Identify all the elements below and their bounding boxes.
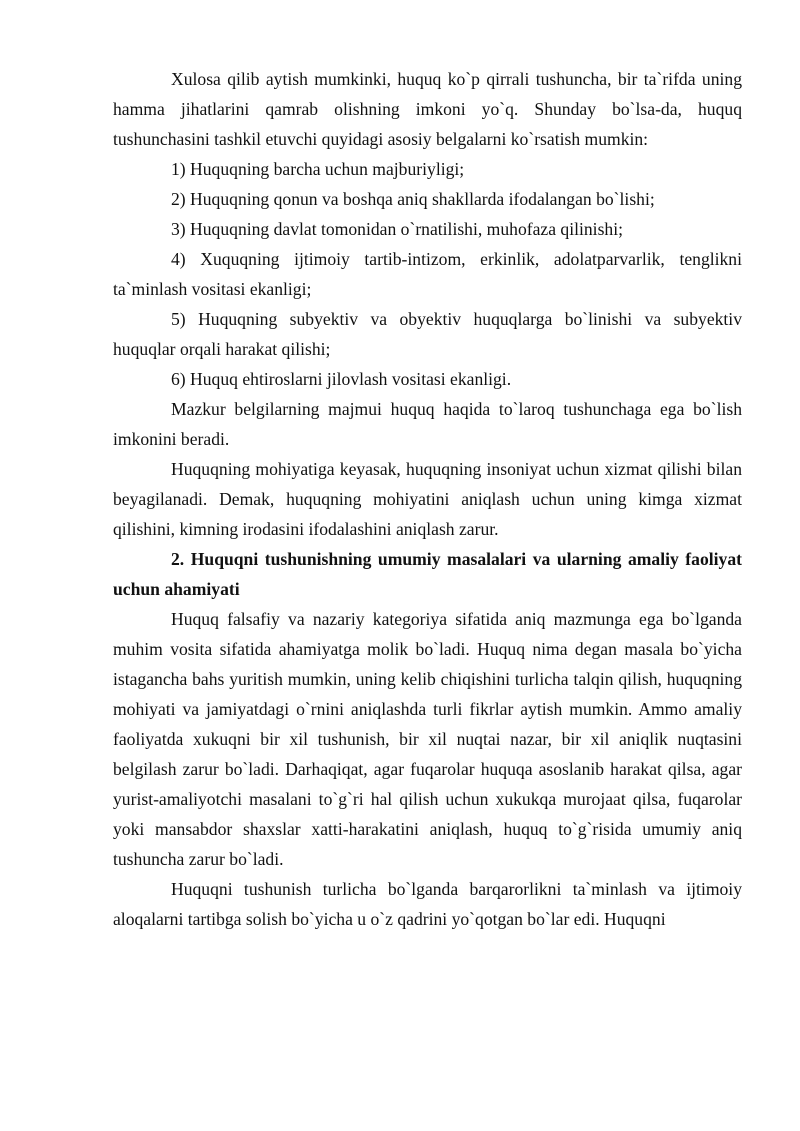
list-item-2: 2) Huquqning qonun va boshqa aniq shakllarda ifodalangan bo`lishi; [171,189,655,209]
paragraph-essence: Huquqning mohiyatiga keyasak, huquqning insoniyat uchun xizmat qilishi bilan beyagilanadi. Demak, huquqning mohiyatini aniqlash uchun uning kimga xizmat qilishini, kimning irodasini ifodalashini aniqlash zarur. [113,459,742,539]
list-item-1: 1) Huquqning barcha uchun majburiyligi; [171,159,465,179]
list-item-6: 6) Huquq ehtiroslarni jilovlash vositasi ekanligi. [171,369,512,389]
list-item-5: 5) Huquqning subyektiv va obyektiv huquqlarga bo`linishi va subyektiv huquqlar orqali harakat qilishi; [113,309,742,359]
list-item-4: 4) Xuquqning ijtimoiy tartib-intizom, erkinlik, adolatparvarlik, tenglikni ta`minlash vositasi ekanligi; [113,249,742,299]
paragraph-summary: Mazkur belgilarning majmui huquq haqida to`laroq tushunchaga ega bo`lish imkonini beradi. [113,399,742,449]
section-heading: 2. Huquqni tushunishning umumiy masalalari va ularning amaliy faoliyat uchun ahamiyati [113,549,742,599]
document-page [113,64,742,934]
paragraph-continued: Huquqni tushunish turlicha bo`lganda barqarorlikni ta`minlash va ijtimoiy aloqalarni tartibga solish bo`yicha u o`z qadrini yo`qotgan bo`lar edi. Huquqni [113,879,742,929]
paragraph-intro: Xulosa qilib aytish mumkinki, huquq ko`p qirrali tushuncha, bir ta`rifda uning hamma jihatlarini qamrab olishning imkoni yo`q. Shunday bo`lsa-da, huquq tushunchasini tashkil etuvchi quyidagi asosiy belgalarni ko`rsatish mumkin: [113,69,742,149]
list-item-3: 3) Huquqning davlat tomonidan o`rnatilishi, muhofaza qilinishi; [171,219,623,239]
paragraph-section-body: Huquq falsafiy va nazariy kategoriya sifatida aniq mazmunga ega bo`lganda muhim vosita sifatida ahamiyatga molik bo`ladi. Huquq nima degan masala bo`yicha istagancha bahs yuritish mumkin, uning kelib chiqishini turlicha talqin qilish, huquqning mohiyati va jamiyatdagi o`rnini aniqlashda turli fikrlar aytish mumkin. Ammo amaliy faoliyatda xukuqni bir xil tushunish, bir xil nuqtai nazar, bir xil aniqlik nuqtasini belgilash zarur bo`ladi. Darhaqiqat, agar fuqarolar huquqa asoslanib harakat qilsa, agar yurist-amaliyotchi masalani to`g`ri hal qilish uchun xukukqa murojaat qilsa, fuqarolar yoki mansabdor shaxslar xatti-harakatini aniqlash, huquq to`g`risida umumiy aniq tushuncha zarur bo`ladi. [113,609,742,869]
